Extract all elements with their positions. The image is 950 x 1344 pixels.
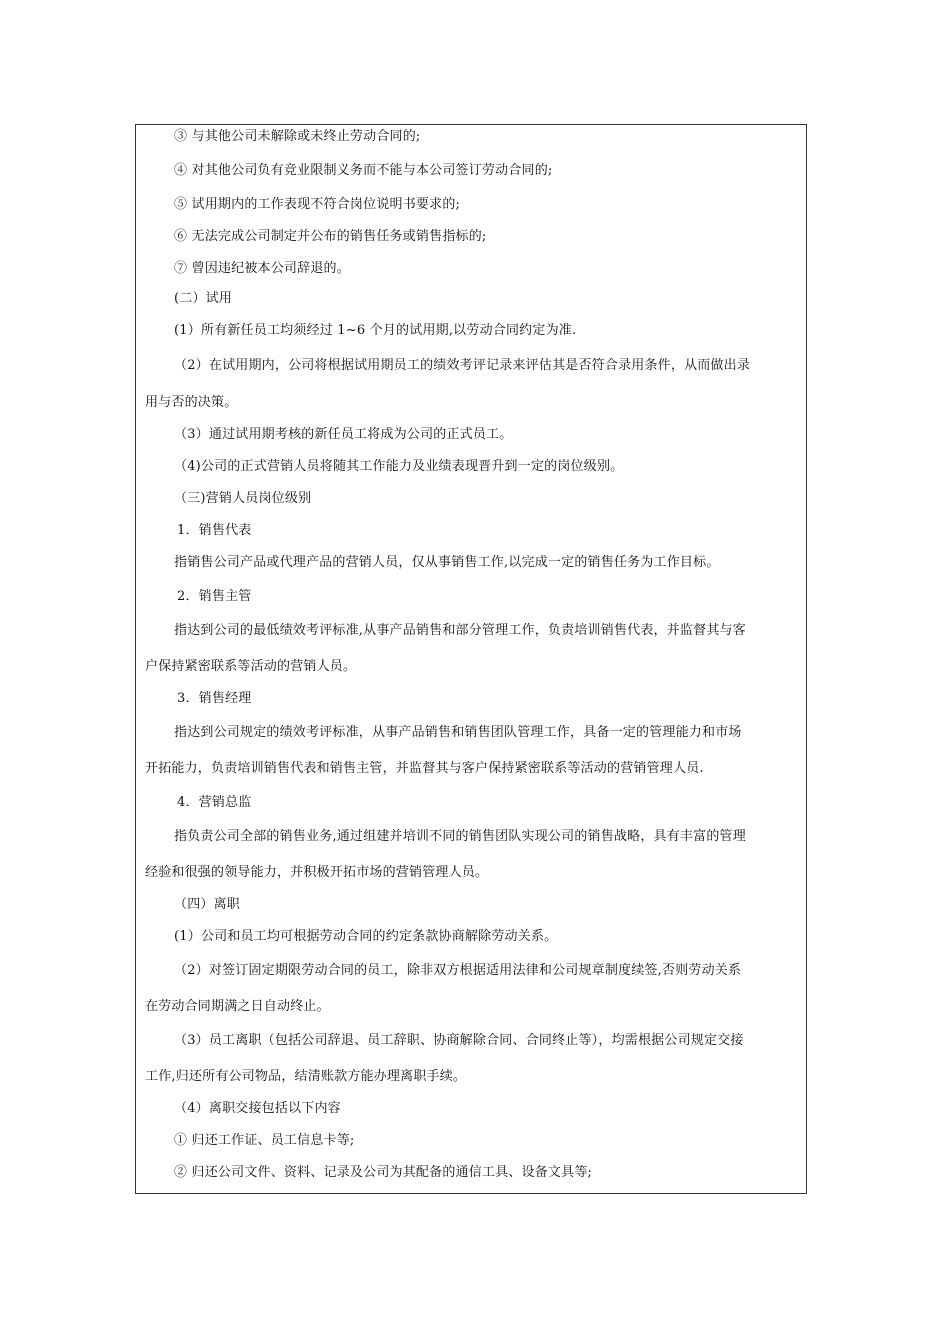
text-line-27: 在劳动合同期满之日自动终止。: [145, 999, 330, 1014]
subheading-sales-manager: 3．销售经理: [177, 691, 252, 706]
text-line-23: 经验和很强的领导能力，并积极开拓市场的营销管理人员。: [145, 865, 489, 880]
text-line-9: 用与否的决策。: [145, 395, 238, 410]
text-line-29: 工作,归还所有公司物品，结清账款方能办理离职手续。: [145, 1069, 467, 1084]
text-line-14: 指销售公司产品或代理产品的营销人员，仅从事销售工作,以完成一定的销售任务为工作目标。: [174, 555, 720, 570]
text-line-30: （4）离职交接包括以下内容: [174, 1101, 341, 1116]
text-line-10: （3）通过试用期考核的新任员工将成为公司的正式员工。: [174, 427, 513, 442]
text-line-26: （2）对签订固定期限劳动合同的员工，除非双方根据适用法律和公司规章制度续签,否则劳动关系: [174, 963, 742, 978]
text-line-28: （3）员工离职（包括公司辞退、员工辞职、协商解除合同、合同终止等），均需根据公司规定交接: [174, 1033, 744, 1048]
text-line-16: 指达到公司的最低绩效考评标准,从事产品销售和部分管理工作，负责培训销售代表，并监督其与客: [174, 623, 746, 638]
text-line-4: ⑥ 无法完成公司制定并公布的销售任务或销售指标的;: [174, 229, 487, 244]
text-line-31: ① 归还工作证、员工信息卡等;: [174, 1133, 355, 1148]
text-line-17: 户保持紧密联系等活动的营销人员。: [145, 659, 357, 674]
text-line-20: 开拓能力，负责培训销售代表和销售主管，并监督其与客户保持紧密联系等活动的营销管理人员.: [145, 761, 704, 776]
section-heading-resignation: （四）离职: [174, 897, 241, 912]
text-line-11: （4)公司的正式营销人员将随其工作能力及业绩表现晋升到一定的岗位级别。: [174, 459, 624, 474]
text-line-25: (1）公司和员工均可根据劳动合同的约定条款协商解除劳动关系。: [174, 929, 558, 944]
text-line-32: ② 归还公司文件、资料、记录及公司为其配备的通信工具、设备文具等;: [174, 1165, 593, 1180]
text-line-19: 指达到公司规定的绩效考评标准，从事产品销售和销售团队管理工作，具备一定的管理能力和市场: [174, 725, 742, 740]
subheading-marketing-director: 4．营销总监: [177, 795, 252, 810]
text-line-5: ⑦ 曾因违纪被本公司辞退的。: [174, 261, 350, 276]
text-line-1: ③ 与其他公司未解除或未终止劳动合同的;: [174, 129, 421, 144]
subheading-sales-rep: 1．销售代表: [177, 523, 252, 538]
text-line-7: (1）所有新任员工均须经过 1~6 个月的试用期,以劳动合同约定为准.: [174, 323, 577, 338]
section-heading-trial: (二）试用: [174, 291, 233, 306]
text-line-8: （2）在试用期内，公司将根据试用期员工的绩效考评记录来评估其是否符合录用条件，从而做出录: [174, 358, 751, 373]
section-heading-levels: （三)营销人员岗位级别: [174, 491, 312, 506]
text-line-22: 指负责公司全部的销售业务,通过组建并培训不同的销售团队实现公司的销售战略，具有丰富的管理: [174, 829, 746, 844]
subheading-sales-supervisor: 2．销售主管: [177, 589, 252, 604]
text-line-2: ④ 对其他公司负有竞业限制义务而不能与本公司签订劳动合同的;: [174, 163, 553, 178]
document-frame: [135, 124, 807, 1194]
text-line-3: ⑤ 试用期内的工作表现不符合岗位说明书要求的;: [174, 197, 461, 212]
